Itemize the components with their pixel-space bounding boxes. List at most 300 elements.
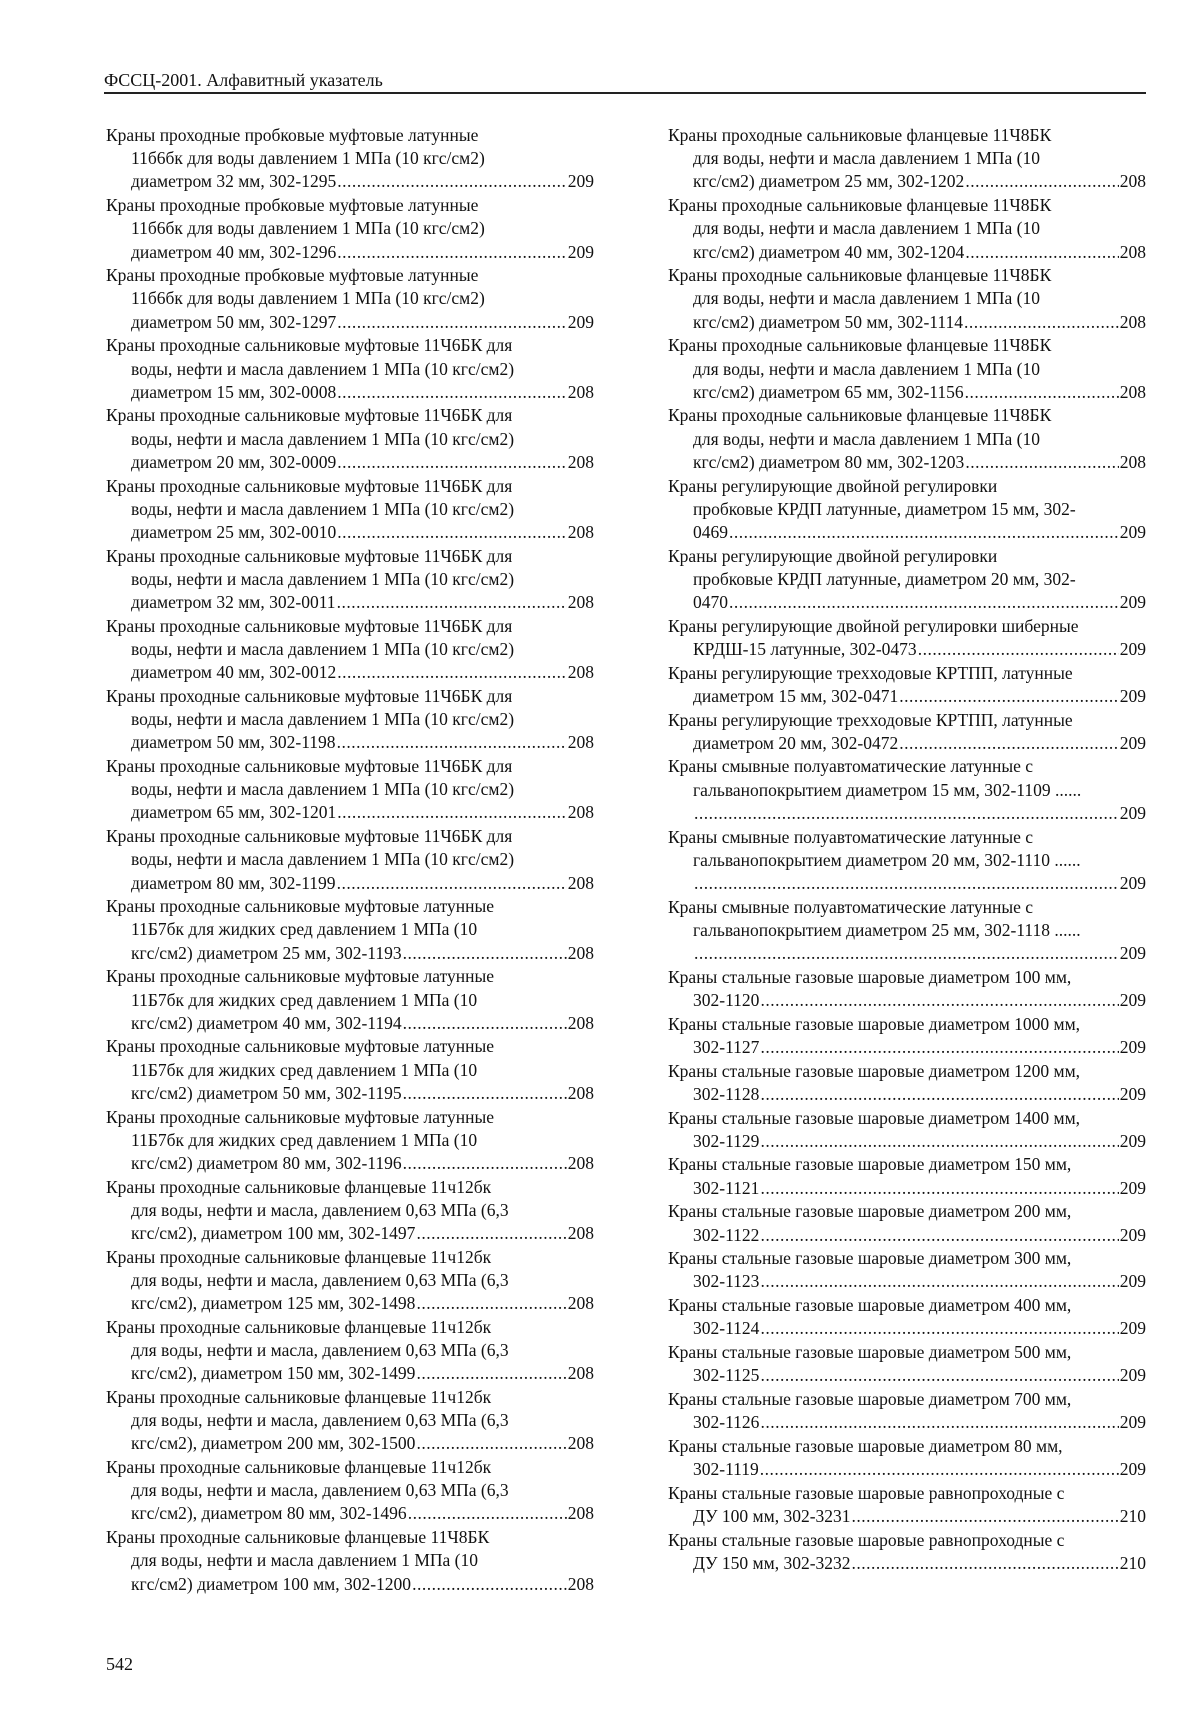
index-entry-title: Краны регулирующие двойной регулировки <box>668 475 998 496</box>
dot-leader <box>852 1505 1119 1528</box>
index-entry <box>668 615 1146 661</box>
index-entry-code: кгс/см2) диаметром 40 мм, 302-1204 <box>693 241 965 262</box>
index-entry <box>668 1388 1146 1434</box>
index-entry-reference <box>106 521 594 544</box>
dot-leader <box>965 451 1118 474</box>
index-entry-page: 208 <box>567 1082 594 1103</box>
index-entry <box>668 1435 1146 1481</box>
index-entry-page: 208 <box>567 592 594 613</box>
index-entry-title: Краны проходные сальниковые муфтовые латунные <box>106 966 495 987</box>
index-entry <box>106 755 594 825</box>
index-entry-code: кгс/см2) диаметром 65 мм, 302-1156 <box>693 381 964 402</box>
index-entry-page: 209 <box>1119 1459 1146 1480</box>
index-entry-code: диаметром 20 мм, 302-0472 <box>693 732 899 753</box>
index-entry-reference <box>106 591 594 614</box>
index-entry-page: 209 <box>567 241 594 262</box>
index-entry-continuation: воды, нефти и масла давлением 1 МПа (10 кгс/см2) <box>131 638 515 659</box>
index-entry-title: Краны проходные сальниковые фланцевые 11Ч8БК <box>668 335 1052 356</box>
index-entry-title: Краны стальные газовые шаровые диаметром 80 мм, <box>668 1435 1063 1456</box>
index-entry <box>668 966 1146 1012</box>
index-entry-code: кгс/см2) диаметром 100 мм, 302-1200 <box>131 1573 412 1594</box>
index-entry-continuation: для воды, нефти и масла давлением 1 МПа (10 <box>693 428 1040 449</box>
dot-leader <box>337 381 567 404</box>
index-entry-title: Краны регулирующие двойной регулировки шиберные <box>668 615 1079 636</box>
index-entry-page: 209 <box>1119 1130 1146 1151</box>
index-entry-page: 209 <box>1119 802 1146 823</box>
index-entry-code: 302-1124 <box>693 1318 760 1339</box>
dot-leader <box>760 1177 1118 1200</box>
index-entry <box>668 1294 1146 1340</box>
index-entry-page: 208 <box>567 1363 594 1384</box>
index-entry-continuation: гальванопокрытием диаметром 20 мм, 302-1110 ...... <box>693 849 1081 870</box>
index-entry-title: Краны стальные газовые шаровые равнопроходные с <box>668 1529 1065 1550</box>
index-entry-reference <box>668 451 1146 474</box>
index-entry-code: диаметром 32 мм, 302-0011 <box>131 592 336 613</box>
index-entry-code: 302-1121 <box>693 1177 760 1198</box>
index-entry-page: 208 <box>567 1152 594 1173</box>
index-entry-reference <box>668 1458 1146 1481</box>
index-entry <box>668 334 1146 404</box>
index-entry-code: кгс/см2), диаметром 150 мм, 302-1499 <box>131 1363 416 1384</box>
index-entry-page: 208 <box>567 1293 594 1314</box>
index-entry <box>106 545 594 615</box>
index-entry-continuation: гальванопокрытием диаметром 25 мм, 302-1118 ...... <box>693 919 1081 940</box>
index-entry-title: Краны проходные пробковые муфтовые латунные <box>106 265 479 286</box>
index-entry-page: 209 <box>1119 1083 1146 1104</box>
index-entry <box>668 194 1146 264</box>
index-entry-reference <box>668 1317 1146 1340</box>
index-entry-continuation: для воды, нефти и масла, давлением 0,63 МПа (6,3 <box>131 1199 509 1220</box>
index-entry-code: кгс/см2) диаметром 40 мм, 302-1194 <box>131 1012 402 1033</box>
index-entry-code: кгс/см2), диаметром 80 мм, 302-1496 <box>131 1503 407 1524</box>
dot-leader <box>416 1362 566 1385</box>
dot-leader <box>760 1130 1118 1153</box>
index-entry <box>668 1200 1146 1246</box>
index-entry-page: 208 <box>1119 311 1146 332</box>
index-entry-code: 302-1127 <box>693 1036 760 1057</box>
index-entry <box>106 264 594 334</box>
index-entry-continuation: для воды, нефти и масла давлением 1 МПа (10 <box>693 148 1040 169</box>
index-entry-title: Краны проходные сальниковые фланцевые 11ч12бк <box>106 1386 492 1407</box>
dot-leader <box>918 638 1119 661</box>
index-entry <box>106 1526 594 1596</box>
index-entry-page: 209 <box>1119 1412 1146 1433</box>
index-entry <box>668 404 1146 474</box>
index-entry-code: диаметром 15 мм, 302-0471 <box>693 685 899 706</box>
index-entry-continuation: 11б6бк для воды давлением 1 МПа (10 кгс/см2) <box>131 288 485 309</box>
index-entry-page: 209 <box>567 311 594 332</box>
index-entry-reference <box>106 381 594 404</box>
index-entry-continuation: воды, нефти и масла давлением 1 МПа (10 кгс/см2) <box>131 428 515 449</box>
index-entry <box>106 1246 594 1316</box>
index-entry-reference <box>106 872 594 895</box>
index-entry-page: 209 <box>1119 1271 1146 1292</box>
index-entry-title: Краны смывные полуавтоматические латунные с <box>668 896 1034 917</box>
dot-leader <box>337 241 567 264</box>
index-entry-code: 0470 <box>693 592 728 613</box>
index-entry-code: кгс/см2) диаметром 80 мм, 302-1203 <box>693 451 965 472</box>
index-entry-continuation: для воды, нефти и масла, давлением 0,63 МПа (6,3 <box>131 1410 509 1431</box>
index-entry-code: диаметром 65 мм, 302-1201 <box>131 802 337 823</box>
index-entry-title: Краны проходные сальниковые фланцевые 11Ч8БК <box>668 405 1052 426</box>
index-entry <box>106 475 594 545</box>
index-entry-code: 302-1119 <box>693 1459 759 1480</box>
index-entry-title: Краны проходные сальниковые фланцевые 11Ч8БК <box>668 125 1052 145</box>
dot-leader <box>408 1502 567 1525</box>
index-entry-page: 208 <box>567 732 594 753</box>
index-entry-title: Краны регулирующие двойной регулировки <box>668 545 998 566</box>
index-entry-code: кгс/см2), диаметром 100 мм, 302-1497 <box>131 1223 416 1244</box>
index-entry-title: Краны стальные газовые шаровые диаметром 700 мм, <box>668 1388 1072 1409</box>
index-entry-page: 208 <box>567 942 594 963</box>
index-entry-title: Краны стальные газовые шаровые диаметром 150 мм, <box>668 1154 1072 1175</box>
index-entry-title: Краны регулирующие трехходовые КРТПП, латунные <box>668 709 1073 730</box>
index-entry-page: 208 <box>567 1012 594 1033</box>
index-entry-title: Краны стальные газовые шаровые диаметром 400 мм, <box>668 1295 1072 1316</box>
index-entry-continuation: для воды, нефти и масла, давлением 0,63 МПа (6,3 <box>131 1480 509 1501</box>
index-entry-code: кгс/см2), диаметром 125 мм, 302-1498 <box>131 1293 416 1314</box>
index-entry-page: 209 <box>1119 1224 1146 1245</box>
index-entry-continuation: воды, нефти и масла давлением 1 МПа (10 кгс/см2) <box>131 779 515 800</box>
index-entry-reference <box>106 661 594 684</box>
index-entry <box>106 685 594 755</box>
index-entry-code: кгс/см2) диаметром 80 мм, 302-1196 <box>131 1152 402 1173</box>
index-entry-reference <box>106 1082 594 1105</box>
index-entry-page: 208 <box>567 872 594 893</box>
dot-leader <box>403 1152 567 1175</box>
index-entry-page: 210 <box>1119 1505 1146 1526</box>
index-entry-reference <box>668 802 1146 825</box>
index-entry-reference <box>106 1502 594 1525</box>
index-entry-page: 208 <box>1119 241 1146 262</box>
dot-leader <box>403 1082 567 1105</box>
page-number: 542 <box>106 1654 133 1674</box>
index-entry <box>668 264 1146 334</box>
index-entry-reference <box>668 1270 1146 1293</box>
index-entry-reference <box>106 1292 594 1315</box>
index-entry <box>106 615 594 685</box>
index-entry-page: 209 <box>1119 1177 1146 1198</box>
dot-leader <box>337 451 567 474</box>
index-entry-reference <box>106 1362 594 1385</box>
index-entry-continuation: для воды, нефти и масла давлением 1 МПа (10 <box>693 358 1040 379</box>
dot-leader <box>964 311 1119 334</box>
dot-leader <box>760 1224 1118 1247</box>
index-entry-reference <box>106 1222 594 1245</box>
index-entry-reference <box>106 170 594 193</box>
index-entry-title: Краны проходные сальниковые фланцевые 11Ч8БК <box>668 195 1052 216</box>
index-entry <box>106 1456 594 1526</box>
index-entry-reference <box>668 685 1146 708</box>
index-entry <box>106 965 594 1035</box>
index-entry-page: 209 <box>567 171 594 192</box>
index-entry-continuation: воды, нефти и масла давлением 1 МПа (10 кгс/см2) <box>131 709 515 730</box>
index-entry-reference <box>668 872 1146 895</box>
index-entry-continuation: для воды, нефти и масла, давлением 0,63 МПа (6,3 <box>131 1340 509 1361</box>
index-entry-code: 302-1128 <box>693 1083 760 1104</box>
index-entry-title: Краны проходные сальниковые фланцевые 11Ч8БК <box>668 265 1052 286</box>
index-entry-reference <box>668 591 1146 614</box>
dot-leader <box>760 1364 1118 1387</box>
index-entry <box>668 896 1146 966</box>
index-entry <box>106 1386 594 1456</box>
index-entry-continuation: воды, нефти и масла давлением 1 МПа (10 кгс/см2) <box>131 498 515 519</box>
index-entry-continuation: 11Б7бк для жидких сред давлением 1 МПа (10 <box>131 1129 478 1150</box>
dot-leader <box>760 1411 1118 1434</box>
index-entry-page: 208 <box>1119 451 1146 472</box>
index-entry-reference <box>106 311 594 334</box>
dot-leader <box>694 942 1119 965</box>
index-entry-reference <box>106 1152 594 1175</box>
index-entry-reference <box>668 170 1146 193</box>
index-entry-page: 209 <box>1119 1318 1146 1339</box>
index-entry-title: Краны регулирующие трехходовые КРТПП, латунные <box>668 662 1073 683</box>
index-entry-page: 209 <box>1119 1036 1146 1057</box>
dot-leader <box>337 521 567 544</box>
index-entry-continuation: 11Б7бк для жидких сред давлением 1 МПа (10 <box>131 1059 478 1080</box>
index-entry-code: ДУ 100 мм, 302-3231 <box>693 1505 851 1526</box>
index-entry-title: Краны проходные сальниковые муфтовые 11Ч6БК для <box>106 826 513 847</box>
index-entry-code: 302-1123 <box>693 1271 760 1292</box>
index-entry-code: диаметром 25 мм, 302-0010 <box>131 521 337 542</box>
index-entry <box>668 1060 1146 1106</box>
index-entry-continuation: 11Б7бк для жидких сред давлением 1 МПа (10 <box>131 989 478 1010</box>
index-entry <box>106 825 594 895</box>
index-entry-continuation: для воды, нефти и масла, давлением 0,63 МПа (6,3 <box>131 1269 509 1290</box>
index-entry-code: 302-1126 <box>693 1412 760 1433</box>
index-entry-code: диаметром 50 мм, 302-1198 <box>131 732 336 753</box>
index-entry-reference <box>668 638 1146 661</box>
index-entry <box>668 1529 1146 1575</box>
index-entry-continuation: 11б6бк для воды давлением 1 МПа (10 кгс/см2) <box>131 218 485 239</box>
dot-leader <box>965 381 1119 404</box>
index-entry-page: 208 <box>1119 171 1146 192</box>
index-entry <box>668 1482 1146 1528</box>
index-entry-continuation: воды, нефти и масла давлением 1 МПа (10 кгс/см2) <box>131 568 515 589</box>
page-header-title: ФССЦ-2001. Алфавитный указатель <box>104 70 383 90</box>
index-entry-code: диаметром 32 мм, 302-1295 <box>131 171 337 192</box>
index-entry-title: Краны проходные сальниковые муфтовые латунные <box>106 1036 495 1057</box>
index-entry-title: Краны проходные сальниковые фланцевые 11Ч8БК <box>106 1527 490 1548</box>
index-entry-title: Краны проходные пробковые муфтовые латунные <box>106 125 479 145</box>
index-entry-page: 208 <box>567 1433 594 1454</box>
index-entry-title: Краны проходные сальниковые муфтовые латунные <box>106 1106 495 1127</box>
index-entry-reference <box>668 1505 1146 1528</box>
index-entry-code: диаметром 40 мм, 302-0012 <box>131 662 337 683</box>
index-entry-title: Краны проходные сальниковые муфтовые 11Ч6БК для <box>106 545 513 566</box>
index-column-right <box>668 124 1146 1576</box>
index-entry-page: 208 <box>567 662 594 683</box>
index-entry-title: Краны стальные газовые шаровые диаметром 200 мм, <box>668 1201 1072 1222</box>
dot-leader <box>694 802 1119 825</box>
index-entry <box>668 662 1146 708</box>
index-entry-title: Краны проходные сальниковые муфтовые 11Ч6БК для <box>106 475 513 496</box>
index-entry-title: Краны проходные сальниковые фланцевые 11ч12бк <box>106 1176 492 1197</box>
index-entry-continuation: для воды, нефти и масла давлением 1 МПа (10 <box>693 288 1040 309</box>
index-entry-title: Краны смывные полуавтоматические латунные с <box>668 826 1034 847</box>
index-entry-title: Краны стальные газовые шаровые диаметром 100 мм, <box>668 966 1072 987</box>
dot-leader <box>412 1573 567 1596</box>
index-entry-reference <box>668 1083 1146 1106</box>
index-entry-reference <box>106 731 594 754</box>
index-entry-page: 208 <box>567 1223 594 1244</box>
index-entry-continuation: гальванопокрытием диаметром 15 мм, 302-1109 ...... <box>693 779 1082 800</box>
index-entry-title: Краны смывные полуавтоматические латунные с <box>668 756 1034 777</box>
index-entry-code: диаметром 15 мм, 302-0008 <box>131 381 337 402</box>
index-entry-page: 208 <box>567 1573 594 1594</box>
index-entry-page: 209 <box>1119 638 1146 659</box>
dot-leader <box>337 170 567 193</box>
index-entry-code: КРДШ-15 латунные, 302-0473 <box>693 638 917 659</box>
dot-leader <box>337 731 567 754</box>
dot-leader <box>337 661 567 684</box>
index-entry-reference <box>106 241 594 264</box>
index-entry-page: 209 <box>1119 873 1146 893</box>
index-entry-code: диаметром 40 мм, 302-1296 <box>131 241 337 262</box>
dot-leader <box>729 521 1119 544</box>
dot-leader <box>337 872 567 895</box>
dot-leader <box>403 1012 567 1035</box>
index-entry <box>668 475 1146 545</box>
index-entry-code: кгс/см2) диаметром 25 мм, 302-1193 <box>131 942 402 963</box>
index-entry <box>106 194 594 264</box>
index-entry-reference <box>668 311 1146 334</box>
index-entry-page: 209 <box>1119 990 1146 1011</box>
index-entry-reference <box>106 451 594 474</box>
dot-leader <box>403 942 567 965</box>
index-entry-reference <box>668 1552 1146 1575</box>
dot-leader <box>337 591 567 614</box>
index-entry <box>106 124 594 194</box>
index-entry-code: 302-1120 <box>693 990 760 1011</box>
index-entry-page: 208 <box>567 451 594 472</box>
index-entry <box>106 1106 594 1176</box>
index-entry <box>106 1035 594 1105</box>
index-entry-title: Краны стальные газовые шаровые диаметром 500 мм, <box>668 1342 1072 1363</box>
index-entry-page: 209 <box>1119 685 1146 706</box>
index-entry-title: Краны проходные сальниковые муфтовые латунные <box>106 896 495 917</box>
index-entry <box>668 1247 1146 1293</box>
dot-leader <box>694 872 1119 895</box>
index-entry-title: Краны стальные газовые шаровые диаметром 300 мм, <box>668 1248 1072 1269</box>
index-entry-title: Краны проходные сальниковые муфтовые 11Ч6БК для <box>106 685 513 706</box>
index-entry <box>668 124 1146 194</box>
dot-leader <box>337 801 567 824</box>
index-entry-continuation: 11Б7бк для жидких сред давлением 1 МПа (10 <box>131 919 478 940</box>
index-entry-reference <box>106 942 594 965</box>
index-entry-continuation: воды, нефти и масла давлением 1 МПа (10 кгс/см2) <box>131 358 515 379</box>
index-entry-page: 208 <box>567 802 594 823</box>
index-entry <box>668 1153 1146 1199</box>
index-column-left <box>106 124 594 1596</box>
dot-leader <box>760 1036 1118 1059</box>
index-entry <box>106 895 594 965</box>
index-entry-continuation: для воды, нефти и масла давлением 1 МПа (10 <box>693 218 1040 239</box>
index-entry-code: 0469 <box>693 521 728 542</box>
index-entry-code: кгс/см2) диаметром 25 мм, 302-1202 <box>693 171 965 192</box>
index-entry-code: диаметром 50 мм, 302-1297 <box>131 311 337 332</box>
index-entry-page: 209 <box>1119 1365 1146 1386</box>
index-entry <box>106 404 594 474</box>
index-entry-title: Краны проходные сальниковые фланцевые 11ч12бк <box>106 1457 492 1478</box>
dot-leader <box>760 1083 1118 1106</box>
index-entry <box>106 334 594 404</box>
index-entry-page: 209 <box>1119 943 1146 964</box>
dot-leader <box>416 1432 566 1455</box>
index-entry-title: Краны стальные газовые шаровые диаметром 1200 мм, <box>668 1060 1081 1081</box>
index-entry-code: 302-1125 <box>693 1365 760 1386</box>
index-entry <box>668 755 1146 825</box>
index-entry-title: Краны проходные сальниковые фланцевые 11ч12бк <box>106 1316 492 1337</box>
dot-leader <box>416 1222 566 1245</box>
dot-leader <box>899 732 1119 755</box>
index-entry-reference <box>668 241 1146 264</box>
index-entry-reference <box>106 1012 594 1035</box>
dot-leader <box>899 685 1119 708</box>
index-entry-title: Краны проходные сальниковые муфтовые 11Ч6БК для <box>106 405 513 426</box>
index-entry-code: кгс/см2), диаметром 200 мм, 302-1500 <box>131 1433 416 1454</box>
index-entry-title: Краны проходные сальниковые муфтовые 11Ч6БК для <box>106 335 513 356</box>
index-entry-continuation: пробковые КРДП латунные, диаметром 15 мм, 302- <box>693 498 1076 519</box>
index-entry-reference <box>106 1432 594 1455</box>
index-entry-reference <box>668 381 1146 404</box>
index-entry-reference <box>668 521 1146 544</box>
dot-leader <box>729 591 1119 614</box>
index-entry-reference <box>668 1036 1146 1059</box>
index-entry <box>668 709 1146 755</box>
index-entry <box>668 826 1146 896</box>
dot-leader <box>760 1458 1119 1481</box>
page-header <box>104 70 1146 94</box>
index-entry-code: кгс/см2) диаметром 50 мм, 302-1195 <box>131 1082 402 1103</box>
index-entry-code: ДУ 150 мм, 302-3232 <box>693 1552 851 1573</box>
index-entry-reference <box>668 989 1146 1012</box>
index-entry-title: Краны проходные сальниковые муфтовые 11Ч6БК для <box>106 615 513 636</box>
index-entry <box>106 1176 594 1246</box>
index-entry-code: кгс/см2) диаметром 50 мм, 302-1114 <box>693 311 964 332</box>
index-entry-reference <box>668 942 1146 965</box>
dot-leader <box>760 989 1118 1012</box>
index-entry-title: Краны стальные газовые шаровые диаметром 1000 мм, <box>668 1013 1081 1034</box>
index-entry-title: Краны проходные сальниковые фланцевые 11ч12бк <box>106 1246 492 1267</box>
index-entry-continuation: пробковые КРДП латунные, диаметром 20 мм, 302- <box>693 568 1076 589</box>
index-entry-page: 208 <box>1119 381 1146 402</box>
dot-leader <box>760 1317 1118 1340</box>
index-entry-page: 209 <box>1119 592 1146 613</box>
index-entry-title: Краны проходные сальниковые муфтовые 11Ч6БК для <box>106 755 513 776</box>
index-entry <box>668 1341 1146 1387</box>
index-entry-reference <box>668 1364 1146 1387</box>
index-entry-continuation: воды, нефти и масла давлением 1 МПа (10 кгс/см2) <box>131 849 515 870</box>
index-entry-page: 208 <box>567 381 594 402</box>
index-entry-title: Краны стальные газовые шаровые диаметром 1400 мм, <box>668 1107 1081 1128</box>
dot-leader <box>760 1270 1118 1293</box>
dot-leader <box>965 170 1118 193</box>
index-entry-code: 302-1129 <box>693 1130 760 1151</box>
index-entry-title: Краны проходные пробковые муфтовые латунные <box>106 195 479 216</box>
index-entry-reference <box>668 1130 1146 1153</box>
index-entry-page: 210 <box>1119 1552 1146 1573</box>
index-entry-reference <box>668 732 1146 755</box>
index-entry-reference <box>668 1411 1146 1434</box>
index-entry <box>668 1013 1146 1059</box>
index-entry <box>668 1107 1146 1153</box>
dot-leader <box>416 1292 566 1315</box>
index-entry-page: 208 <box>567 1503 594 1524</box>
index-entry-continuation: для воды, нефти и масла давлением 1 МПа (10 <box>131 1550 478 1571</box>
index-entry-page: 208 <box>567 521 594 542</box>
index-entry-reference <box>668 1177 1146 1200</box>
